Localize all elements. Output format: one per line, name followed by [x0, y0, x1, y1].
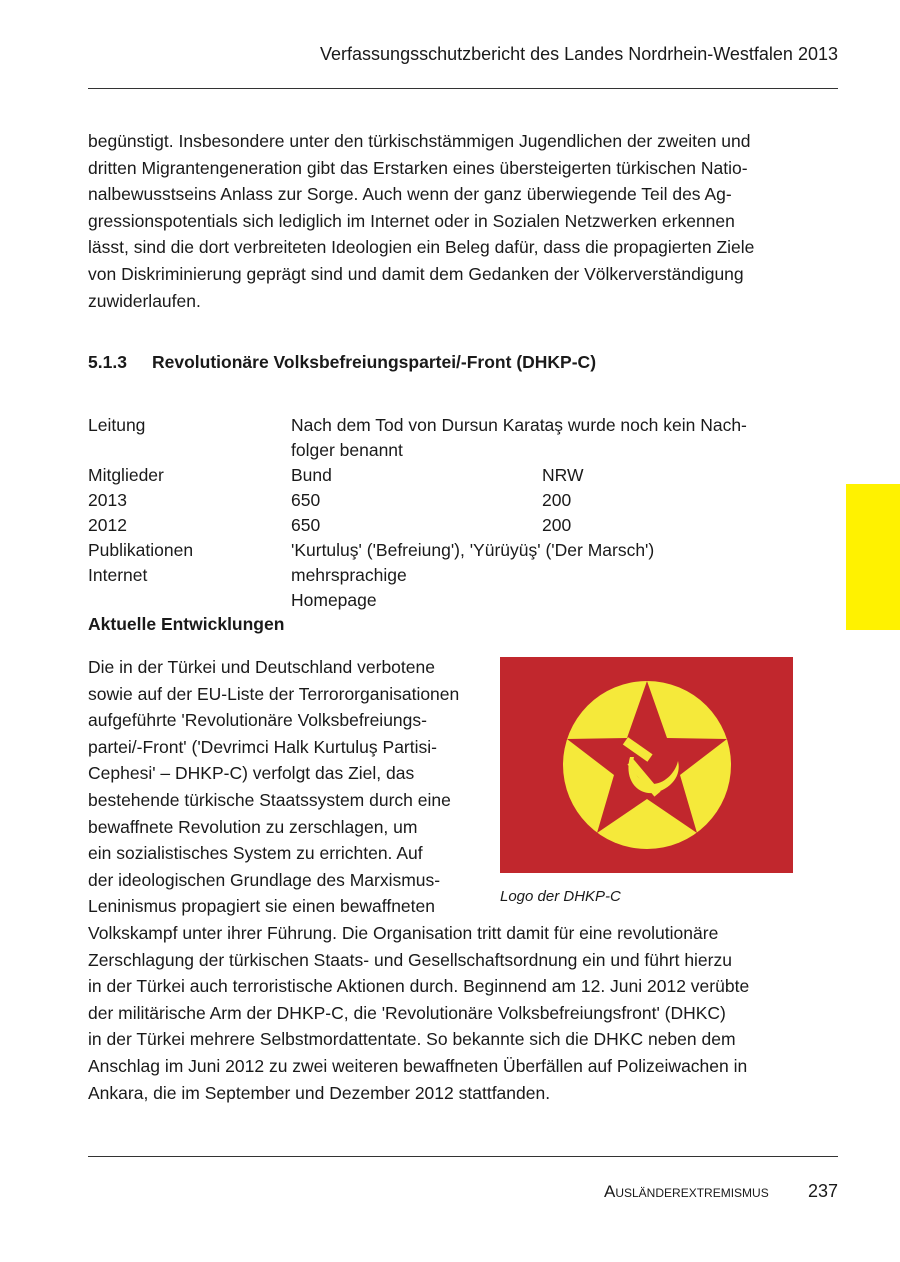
row-label: 2012 — [88, 515, 127, 535]
cell-value: 200 — [542, 515, 572, 535]
section-title: Revolutionäre Volksbefreiungspartei/-Front (DHKP-C) — [152, 352, 597, 372]
body-paragraph-full — [88, 920, 749, 1106]
row-value-line: folger benannt — [291, 440, 403, 460]
text-line: Volkskampf unter ihrer Führung. Die Organisation tritt damit für eine revolutionäre — [88, 923, 719, 943]
footer-rule — [88, 1156, 838, 1157]
text-line: bestehende türkische Staatssystem durch eine — [88, 789, 451, 810]
dhkp-c-logo-flag — [500, 657, 793, 873]
text-line: begünstigt. Insbesondere unter den türkischstämmigen Jugendlichen der zweiten und — [88, 131, 751, 151]
text-line: bewaffnete Revolution zu zerschlagen, um — [88, 816, 418, 837]
text-line: partei/-Front' ('Devrimci Halk Kurtuluş Partisi- — [88, 736, 437, 757]
row-label: 2013 — [88, 490, 127, 510]
row-value: 'Kurtuluş' ('Befreiung'), 'Yürüyüş' ('Der Marsch') — [291, 540, 655, 560]
text-line: in der Türkei mehrere Selbstmordattentate. So bekannte sich die DHKC neben dem — [88, 1029, 736, 1050]
intro-paragraph — [88, 128, 754, 314]
row-value: mehrsprachige Homepage — [291, 565, 407, 610]
chapter-tab-marker — [846, 484, 900, 630]
text-line: lässt, sind die dort verbreiteten Ideologien ein Beleg dafür, dass die propagierten Ziele — [88, 237, 755, 258]
cell-value: 200 — [542, 490, 572, 510]
row-label: Internet — [88, 565, 148, 585]
cell-value: 650 — [291, 490, 321, 510]
section-heading — [88, 352, 596, 373]
page-number: 237 — [808, 1181, 839, 1201]
row-label: Leitung — [88, 415, 146, 435]
column-header-bund: Bund — [291, 465, 332, 485]
text-line: von Diskriminierung geprägt sind und damit dem Gedanken der Völkerverständigung — [88, 263, 744, 284]
row-label: Publikationen — [88, 540, 194, 560]
text-line: der militärische Arm der DHKP-C, die 'Revolutionäre Volksbefreiungsfront' (DHKC) — [88, 1002, 726, 1023]
body-paragraph-narrow — [88, 654, 459, 920]
text-line: zuwiderlaufen. — [88, 290, 201, 311]
running-header: Verfassungsschutzbericht des Landes Nordrhein-Westfalen 2013 — [320, 44, 838, 64]
text-line: dritten Migrantengeneration gibt das Erstarken eines übersteigerten türkischen Natio- — [88, 157, 748, 178]
text-line: aufgeführte 'Revolutionäre Volksbefreiungs- — [88, 710, 427, 731]
text-line: Leninismus propagiert sie einen bewaffneten — [88, 896, 435, 917]
row-value — [291, 413, 747, 463]
text-line: Ankara, die im September und Dezember 2012 stattfanden. — [88, 1082, 551, 1103]
text-line: Anschlag im Juni 2012 zu zwei weiteren bewaffneten Überfällen auf Polizeiwachen in — [88, 1055, 748, 1076]
text-line: Cephesi' – DHKP-C) verfolgt das Ziel, das — [88, 763, 415, 784]
text-line: nalbewusstseins Anlass zur Sorge. Auch wenn der ganz überwiegende Teil des Ag- — [88, 184, 732, 205]
row-label: Mitglieder — [88, 465, 164, 485]
row-value-line: Nach dem Tod von Dursun Karataş wurde noch kein Nach- — [291, 415, 747, 435]
column-header-nrw: NRW — [542, 465, 584, 485]
footer-chapter-label: Ausländerextremismus — [604, 1182, 769, 1201]
figure-caption: Logo der DHKP-C — [500, 888, 621, 905]
cell-value: 650 — [291, 515, 321, 535]
text-line: Die in der Türkei und Deutschland verbotene — [88, 657, 435, 677]
subheading: Aktuelle Entwicklungen — [88, 614, 285, 634]
text-line: der ideologischen Grundlage des Marxismus- — [88, 869, 441, 890]
text-line: in der Türkei auch terroristische Aktionen durch. Beginnend am 12. Juni 2012 verübte — [88, 976, 750, 997]
text-line: gressionspotentials sich lediglich im Internet oder in Sozialen Netzwerken erkennen — [88, 210, 735, 231]
text-line: sowie auf der EU-Liste der Terrororganisationen — [88, 683, 460, 704]
header-rule — [88, 88, 838, 89]
section-number: 5.1.3 — [88, 352, 127, 372]
text-line: Zerschlagung der türkischen Staats- und Gesellschaftsordnung ein und führt hierzu — [88, 949, 732, 970]
text-line: ein sozialistisches System zu errichten. Auf — [88, 843, 423, 864]
